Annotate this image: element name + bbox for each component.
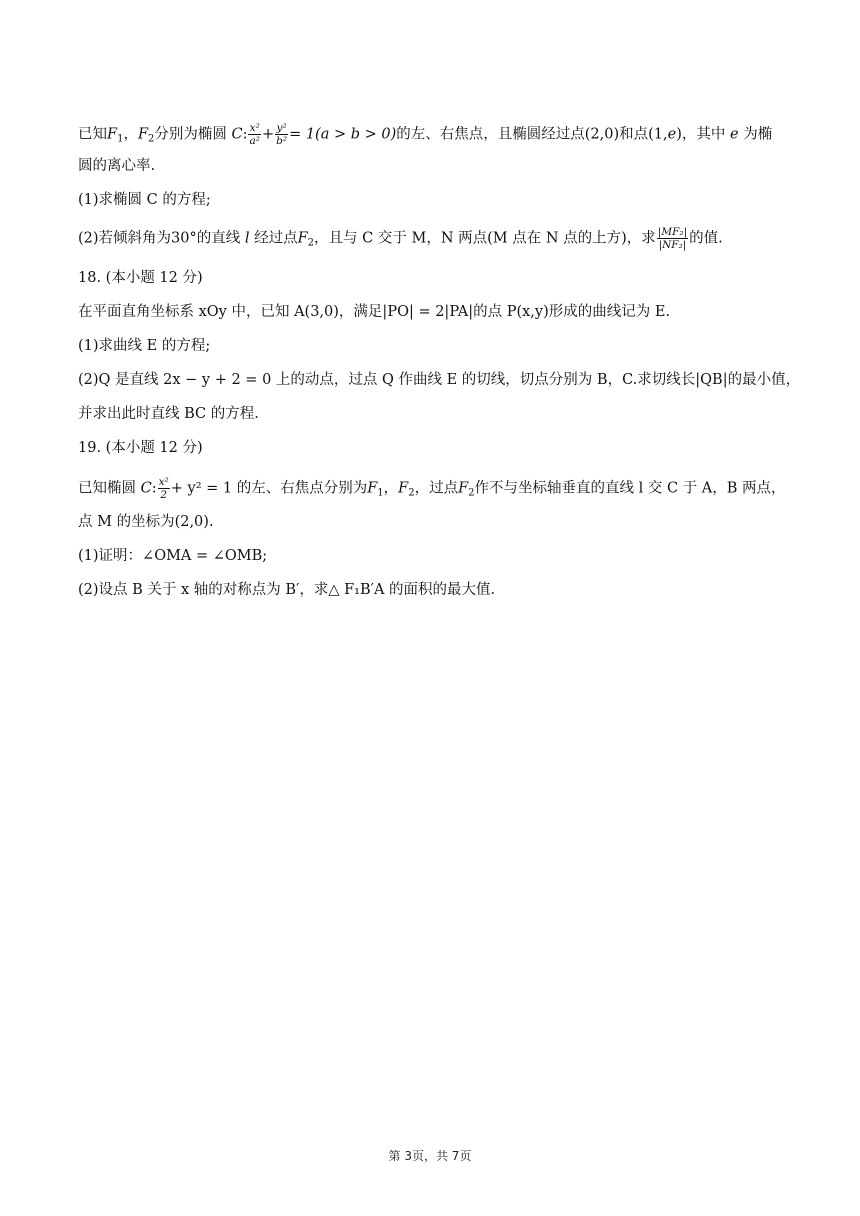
p17-f1: F <box>107 126 118 143</box>
p17-text: 分别为椭圆 <box>154 126 232 143</box>
p17-text: 已知 <box>78 126 107 143</box>
p17-frac-y-num: y² <box>276 122 287 134</box>
p17-eq-tail: = 1(a > b > 0) <box>289 126 397 143</box>
p17-q2-text: 的值. <box>689 230 723 247</box>
p17-ratio-den: |NF₂| <box>658 239 687 251</box>
p17-q2-text: ，且与 C 交于 M，N 两点(M 点在 N 点的上方)，求 <box>314 230 656 247</box>
p19-f1-sub: 1 <box>377 487 384 499</box>
p18-question-2-line1: (2)Q 是直线 2x − y + 2 = 0 上的动点，过点 Q 作曲线 E 的切线，切点分别为 B，C.求切线长|QB|的最小值， <box>78 372 801 388</box>
page-footer: 第 3页，共 7页 <box>388 1149 472 1163</box>
p19-f1: F <box>367 480 378 497</box>
p19-text: 作不与坐标轴垂直的直线 l 交 C 于 A，B 两点， <box>474 480 786 497</box>
p17-e: e <box>730 126 739 143</box>
p18-question-2-line2: 并求出此时直线 BC 的方程. <box>78 406 259 422</box>
p17-frac-x <box>248 122 260 147</box>
p17-e: e <box>667 126 677 143</box>
p17-frac-y <box>275 122 288 147</box>
p17-q2-f2: F <box>297 230 308 247</box>
p17-q2-f2-sub: 2 <box>307 237 315 249</box>
p17-question-1: (1)求椭圆 C 的方程; <box>78 192 211 208</box>
p17-question-2 <box>78 226 782 254</box>
p18-question-1: (1)求曲线 E 的方程; <box>78 338 211 354</box>
p17-text: )，其中 <box>676 126 730 143</box>
p18-header: 18. (本小题 12 分) <box>78 270 203 286</box>
p17-frac-x-den: a² <box>249 135 260 147</box>
p17-c: C <box>231 126 243 143</box>
p17-f2: F <box>137 126 148 143</box>
p17-text: 的左、右焦点，且椭圆经过点(2,0)和点(1, <box>396 126 668 143</box>
p19-colon: : <box>151 480 157 497</box>
p17-q2-text: (2)若倾斜角为30°的直线 <box>78 230 245 247</box>
p17-l: l <box>244 230 250 247</box>
p17-ratio-num: |MF₂| <box>657 226 688 238</box>
p19-text: ，过点 <box>414 480 459 497</box>
p19-comma: ， <box>383 480 399 497</box>
p19-question-2: (2)设点 B 关于 x 轴的对称点为 B′，求△ F₁B′A 的面积的最大值. <box>78 582 496 598</box>
p17-ratio <box>657 226 688 251</box>
p17-intro-line1 <box>78 122 782 150</box>
p19-frac-x-den: 2 <box>160 489 168 501</box>
p19-c: C <box>140 480 152 497</box>
p17-text: 为椭 <box>738 126 773 143</box>
p19-frac-x-num: x² <box>158 476 169 488</box>
p17-plus: + <box>261 126 275 143</box>
p19-header: 19. (本小题 12 分) <box>78 440 203 456</box>
p19-eq-tail: + y² = 1 的左、右焦点分别为 <box>170 480 368 497</box>
p19-intro-line2: 点 M 的坐标为(2,0). <box>78 514 214 530</box>
p19-f2-sub: 2 <box>408 487 415 499</box>
p18-intro: 在平面直角坐标系 xOy 中，已知 A(3,0)，满足|PO| = 2|PA|的点 P(x,y)形成的曲线记为 E. <box>78 304 671 320</box>
p17-f1-sub: 1 <box>117 133 124 145</box>
p19-frac-x <box>158 476 170 501</box>
p19-text: 已知椭圆 <box>78 480 141 497</box>
p17-frac-x-num: x² <box>249 122 260 134</box>
p17-comma: ， <box>123 126 138 143</box>
p17-intro-line2: 圆的离心率. <box>78 158 156 174</box>
p17-frac-y-den: b² <box>276 135 288 147</box>
p19-question-1: (1)证明：∠OMA = ∠OMB; <box>78 548 268 564</box>
p19-intro-line1 <box>78 476 786 504</box>
p17-colon: : <box>242 126 248 143</box>
p17-q2-text: 经过点 <box>249 230 298 247</box>
p19-f2b: F <box>458 480 469 497</box>
p17-f2-sub: 2 <box>148 133 155 145</box>
p19-f2: F <box>398 480 409 497</box>
p19-f2b-sub: 2 <box>468 487 475 499</box>
